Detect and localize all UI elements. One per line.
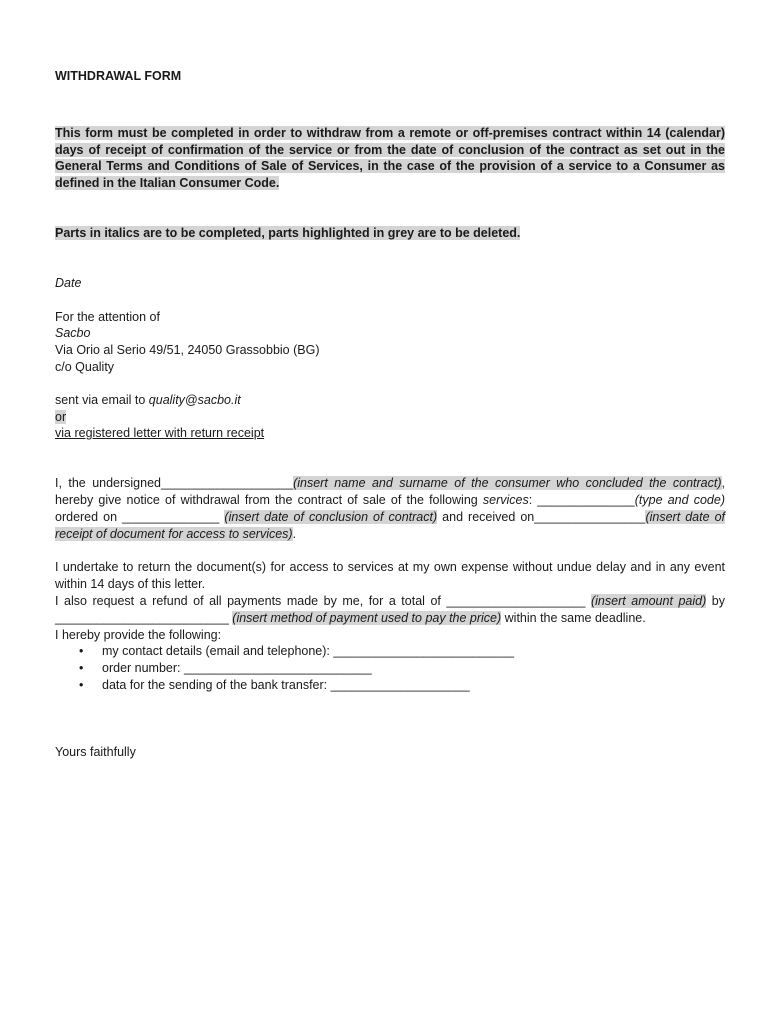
- undersigned-text-6: .: [292, 526, 297, 541]
- attention-line: For the attention of: [55, 309, 160, 324]
- date-field: Date: [55, 275, 82, 290]
- refund-text-1: I also request a refund of all payments made by me, for a total of ____________________: [55, 593, 591, 608]
- list-item: • my contact details (email and telephone): __________________________: [102, 643, 725, 660]
- email-address: quality@sacbo.it: [148, 392, 241, 407]
- instructions-note: [55, 225, 725, 242]
- consumer-name-placeholder: (insert name and surname of the consumer who concluded the contract): [293, 476, 722, 491]
- payment-method-placeholder: (insert method of payment used to pay the price): [232, 610, 502, 625]
- undersigned-text-4: ordered on ______________: [55, 509, 225, 524]
- undersigned-text-3: : ______________: [528, 492, 635, 507]
- type-and-code-placeholder: (type and code): [634, 492, 725, 507]
- provide-following-text: I hereby provide the following:: [55, 627, 222, 642]
- department-line: c/o Quality: [55, 359, 115, 374]
- undertaking-section: [55, 559, 725, 693]
- company-name: Sacbo: [55, 326, 91, 341]
- undersigned-paragraph: [55, 475, 725, 542]
- details-list: [55, 643, 725, 693]
- undersigned-text-1: I, the undersigned___________________: [55, 476, 294, 491]
- instructions-text: Parts in italics are to be completed, parts highlighted in grey are to be deleted.: [55, 225, 521, 240]
- intro-text: This form must be completed in order to withdraw from a remote or off-premises contract within 14 (calendar) days of receipt of confirmation of the service or from the date of conclusion of the contract as set out in the General Terms and Conditions of Sale of Services, in the case of the provision of a service to a Consumer as defined in the Italian Consumer Code.: [55, 125, 725, 191]
- list-item: • data for the sending of the bank transfer: ____________________: [102, 677, 725, 694]
- email-prefix: sent via email to: [55, 392, 149, 407]
- receipt-date-placeholder: (insert date of receipt of document for access to services): [55, 509, 726, 541]
- email-line: [55, 392, 725, 409]
- return-documents-text: I undertake to return the document(s) for access to services at my own expense without undue delay and in any event within 14 days of this letter.: [55, 560, 725, 592]
- street-address: Via Orio al Serio 49/51, 24050 Grassobbio (BG): [55, 343, 320, 358]
- conclusion-date-placeholder: (insert date of conclusion of contract): [224, 509, 438, 524]
- list-item: • order number: ___________________________: [102, 660, 725, 677]
- refund-text-3: within the same deadline.: [501, 610, 646, 625]
- intro-paragraph: [55, 125, 725, 192]
- closing-salutation: Yours faithfully: [55, 744, 136, 759]
- amount-paid-placeholder: (insert amount paid): [590, 593, 707, 608]
- or-text: or: [55, 409, 67, 424]
- withdrawal-form-document: [55, 68, 725, 761]
- services-word: services: [482, 492, 529, 507]
- undersigned-text-2: , hereby give notice of withdrawal from the contract of sale of the following: [55, 476, 725, 507]
- refund-text-2: by _________________________: [55, 593, 725, 625]
- delivery-method: [55, 392, 725, 442]
- or-line: [55, 409, 725, 426]
- document-title: WITHDRAWAL FORM: [55, 69, 182, 83]
- registered-letter-line: via registered letter with return receipt: [55, 426, 265, 441]
- recipient-address: [55, 309, 725, 376]
- undersigned-text-5: and received on________________: [437, 509, 646, 524]
- refund-request-text: [55, 593, 725, 627]
